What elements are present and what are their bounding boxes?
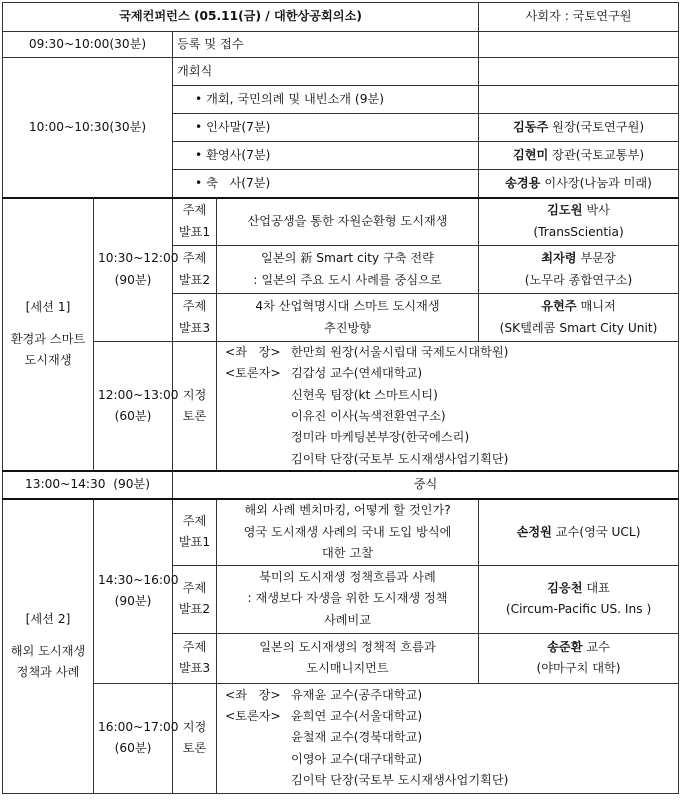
registration-row (3, 32, 679, 58)
talk-type: 주제 발표3 (173, 633, 217, 683)
talk-type: 주제 발표1 (173, 198, 217, 246)
opening-title: 개회식 (173, 58, 479, 86)
opening-item-label: • 인사말(7분) (173, 114, 479, 142)
panelist: 정미라 마케팅본부장(한국에스리) (291, 430, 470, 445)
discussion-participants (217, 683, 679, 793)
session2-talk-row (3, 499, 679, 565)
schedule-table (2, 2, 679, 794)
moderator: 사회자 : 국토연구원 (479, 3, 679, 32)
speaker-name: 김현미 (512, 147, 549, 162)
panelist: 이유진 이사(녹색전환연구소) (291, 409, 446, 424)
chair: 한만희 원장(서울시립대 국제도시대학원) (291, 345, 509, 359)
speaker: 김응천 대표 (Circum-Pacific US. Ins ) (479, 565, 679, 633)
speaker-org: 장관(국토교통부) (548, 147, 645, 162)
registration-time: 09:30~10:00(30분) (3, 32, 173, 58)
lunch-row (3, 471, 679, 499)
discussion-participants (217, 342, 679, 472)
talk-type: 주제 발표1 (173, 499, 217, 565)
chair: 유재윤 교수(공주대학교) (291, 687, 423, 702)
discussion-type: 지정 토론 (173, 342, 217, 472)
speaker (479, 142, 679, 170)
session1-discussion-row (3, 342, 679, 472)
talk-title: 북미의 도시재생 정책흐름과 사례 : 재생보다 자생을 위한 도시재생 정책 사례비교 (217, 565, 479, 633)
session2-label: [세션 2] 해외 도시재생 정책과 사례 (3, 499, 94, 793)
speaker: 손정원 교수(영국 UCL) (479, 499, 679, 565)
talk-type: 주제 발표3 (173, 294, 217, 342)
session1-talk-time: 10:30~12:00 (90분) (94, 198, 173, 342)
panel-label: <토론자> (225, 366, 281, 381)
opening-time: 10:00~10:30(30분) (3, 58, 173, 198)
speaker-org: 이사장(나눔과 미래) (540, 175, 652, 190)
session1-label: [세션 1] 환경과 스마트 도시재생 (3, 198, 94, 472)
lunch-time: 13:00~14:30 (90분) (3, 471, 173, 499)
session1-discussion-time: 12:00~13:00 (60분) (94, 342, 173, 472)
speaker: 유현주 매니저 (SK텔레콤 Smart City Unit) (479, 294, 679, 342)
talk-title: 4차 산업혁명시대 스마트 도시재생 추진방향 (217, 294, 479, 342)
panelist: 김갑성 교수(연세대학교) (291, 366, 423, 381)
panel-label: <토론자> (225, 709, 281, 724)
speaker (479, 170, 679, 198)
panelist: 김이탁 단장(국토부 도시재생사업기획단) (291, 773, 509, 788)
talk-title: 일본의 도시재생의 정책적 흐름과 도시매니지먼트 (217, 633, 479, 683)
talk-title: 산업공생을 통한 자원순환형 도시재생 (217, 198, 479, 246)
opening-item-label: • 환영사(7분) (173, 142, 479, 170)
speaker-name: 송경용 (505, 175, 541, 190)
conference-schedule (2, 2, 679, 794)
chair-label: <좌 장> (225, 687, 281, 702)
talk-title: 해외 사례 벤치마킹, 어떻게 할 것인가? 영국 도시재생 사례의 국내 도입 방식에 대한 고찰 (217, 499, 479, 565)
speaker-org: 원장(국토연구원) (548, 119, 645, 134)
registration-label: 등록 및 접수 (173, 32, 479, 58)
conference-title: 국제컨퍼런스 (05.11(금) / 대한상공회의소) (3, 3, 479, 32)
discussion-type: 지정 토론 (173, 683, 217, 793)
panelist: 김이탁 단장(국토부 도시재생사업기획단) (291, 451, 509, 466)
talk-type: 주제 발표2 (173, 246, 217, 294)
speaker (479, 114, 679, 142)
talk-type: 주제 발표2 (173, 565, 217, 633)
panelist: 신현욱 팀장(kt 스마트시티) (291, 387, 438, 402)
speaker: 송준환 교수 (야마구치 대학) (479, 633, 679, 683)
lunch-label: 중식 (173, 471, 679, 499)
session2-discussion-row (3, 683, 679, 793)
header-row (3, 3, 679, 32)
panelist: 윤희연 교수(서울대학교) (291, 709, 423, 724)
talk-title: 일본의 新 Smart city 구축 전략 : 일본의 주요 도시 사례를 중심으로 (217, 246, 479, 294)
speaker: 최자령 부문장 (노무라 종합연구소) (479, 246, 679, 294)
speaker-name: 김동주 (512, 119, 549, 134)
session2-talk-time: 14:30~16:00 (90분) (94, 499, 173, 683)
speaker: 김도원 박사 (TransScientia) (479, 198, 679, 246)
chair-label: <좌 장> (225, 345, 281, 359)
session2-discussion-time: 16:00~17:00 (60분) (94, 683, 173, 793)
panelist: 이영아 교수(대구대학교) (291, 751, 423, 766)
opening-item-label: • 축 사(7분) (173, 170, 479, 198)
opening-item-label: • 개회, 국민의례 및 내빈소개 (9분) (173, 86, 479, 114)
opening-title-row (3, 58, 679, 86)
session1-talk-row (3, 198, 679, 246)
panelist: 윤철재 교수(경북대학교) (291, 730, 423, 745)
